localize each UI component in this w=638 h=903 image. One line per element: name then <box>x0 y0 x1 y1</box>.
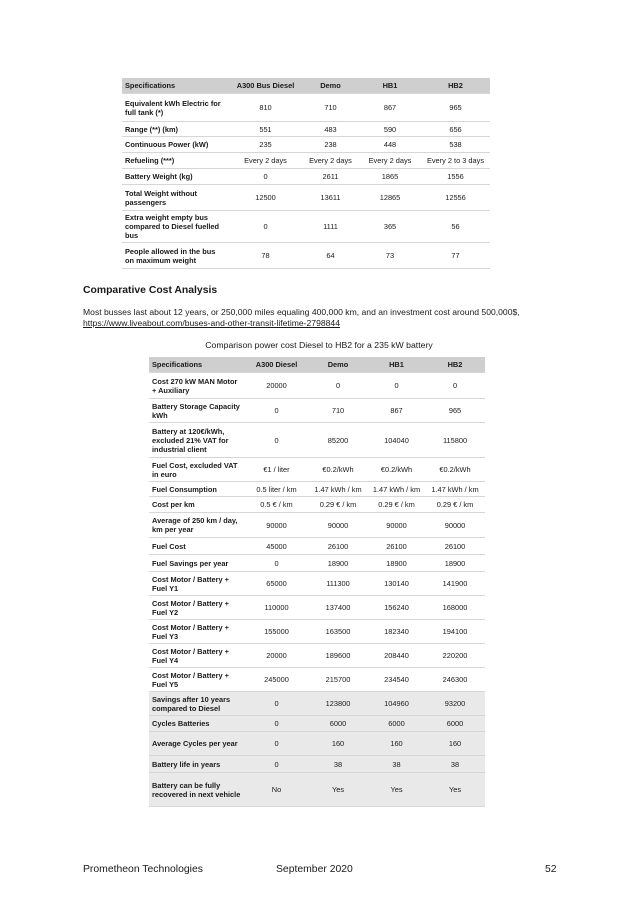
table-cell: 0 <box>245 555 308 572</box>
table-row <box>149 538 485 555</box>
table-cell: 0 <box>245 716 308 732</box>
section-paragraph <box>83 307 553 329</box>
table-cell: 0 <box>229 211 302 243</box>
table-cell: 26100 <box>368 538 425 555</box>
row-label: Cost Motor / Battery + Fuel Y1 <box>149 572 245 596</box>
table-cell: 45000 <box>245 538 308 555</box>
table-cell: 0.29 € / km <box>308 497 368 513</box>
table-row <box>149 668 485 692</box>
table-cell: 160 <box>368 732 425 756</box>
table-cell: 18900 <box>368 555 425 572</box>
table-cell: €0.2/kWh <box>368 458 425 482</box>
table-row <box>149 555 485 572</box>
table-cell: 234540 <box>368 668 425 692</box>
table-cell: 0 <box>308 373 368 399</box>
row-label: Fuel Consumption <box>149 482 245 497</box>
table-cell: 965 <box>421 94 490 122</box>
column-header: HB2 <box>421 78 490 94</box>
table-cell: 1.47 kWh / km <box>425 482 485 497</box>
table-cell: 110000 <box>245 596 308 620</box>
row-label: Fuel Cost <box>149 538 245 555</box>
table-row <box>149 596 485 620</box>
table-cell: 12865 <box>359 185 421 211</box>
table-cell: 1556 <box>421 169 490 185</box>
table-cell: 215700 <box>308 668 368 692</box>
table-cell: 590 <box>359 122 421 137</box>
table-row <box>149 716 485 732</box>
table-cell: 64 <box>302 243 359 269</box>
source-link[interactable]: https://www.liveabout.com/buses-and-other-transit-lifetime-2798844 <box>83 318 340 328</box>
table-cell: 0 <box>245 732 308 756</box>
column-header: Specifications <box>149 357 245 373</box>
row-label: Extra weight empty bus compared to Diesel fuelled bus <box>122 211 229 243</box>
table-cell: 365 <box>359 211 421 243</box>
row-label: Battery life in years <box>149 756 245 773</box>
row-label: Fuel Cost, excluded VAT in euro <box>149 458 245 482</box>
table-cell: 20000 <box>245 373 308 399</box>
table-row <box>122 211 490 243</box>
table-cell: 867 <box>359 94 421 122</box>
table-cell: 0 <box>245 399 308 423</box>
table-cell: 163500 <box>308 620 368 644</box>
table-cell: 155000 <box>245 620 308 644</box>
table-row <box>122 243 490 269</box>
table-cell: 38 <box>425 756 485 773</box>
table-cell: No <box>245 773 308 807</box>
row-label: Refueling (***) <box>122 153 229 169</box>
table-cell: 1.47 kWh / km <box>368 482 425 497</box>
column-header: Demo <box>302 78 359 94</box>
row-label: Cost Motor / Battery + Fuel Y4 <box>149 644 245 668</box>
table-cell: 245000 <box>245 668 308 692</box>
table-cell: 111300 <box>308 572 368 596</box>
table-cell: 1.47 kWh / km <box>308 482 368 497</box>
section-heading: Comparative Cost Analysis <box>83 285 218 296</box>
table-cell: 710 <box>308 399 368 423</box>
table-cell: 56 <box>421 211 490 243</box>
table-cell: Yes <box>308 773 368 807</box>
table-row <box>149 773 485 807</box>
table-cell: 235 <box>229 137 302 153</box>
table-row <box>122 94 490 122</box>
table-header-row <box>149 357 485 373</box>
footer-date: September 2020 <box>276 864 353 875</box>
table-cell: 0.5 liter / km <box>245 482 308 497</box>
table-cell: 90000 <box>245 513 308 538</box>
row-label: Battery can be fully recovered in next vehicle <box>149 773 245 807</box>
column-header: HB2 <box>425 357 485 373</box>
table-row <box>149 423 485 458</box>
row-label: Average Cycles per year <box>149 732 245 756</box>
table-cell: Every 2 days <box>302 153 359 169</box>
table-cell: 38 <box>368 756 425 773</box>
table-cell: 160 <box>308 732 368 756</box>
table-cell: 104960 <box>368 692 425 716</box>
table-row <box>122 137 490 153</box>
row-label: Total Weight without passengers <box>122 185 229 211</box>
table-cell: 0 <box>245 692 308 716</box>
table-cell: 538 <box>421 137 490 153</box>
table-cell: 104040 <box>368 423 425 458</box>
table-row <box>149 482 485 497</box>
table-cell: 6000 <box>368 716 425 732</box>
column-header: Specifications <box>122 78 229 94</box>
table-cell: 0 <box>229 169 302 185</box>
row-label: Cost per km <box>149 497 245 513</box>
table-cell: 0.29 € / km <box>425 497 485 513</box>
row-label: Cost Motor / Battery + Fuel Y5 <box>149 668 245 692</box>
table-cell: 0.29 € / km <box>368 497 425 513</box>
row-label: Cycles Batteries <box>149 716 245 732</box>
table-cell: 123800 <box>308 692 368 716</box>
table-caption: Comparison power cost Diesel to HB2 for a 235 kW battery <box>205 340 433 350</box>
table-cell: 182340 <box>368 620 425 644</box>
table-cell: 26100 <box>425 538 485 555</box>
table-cell: Yes <box>368 773 425 807</box>
table-row <box>149 644 485 668</box>
table-cell: 238 <box>302 137 359 153</box>
table-row <box>149 692 485 716</box>
table-cell: Every 2 to 3 days <box>421 153 490 169</box>
column-header: HB1 <box>359 78 421 94</box>
table-cell: 810 <box>229 94 302 122</box>
table-row <box>122 153 490 169</box>
table-cell: 194100 <box>425 620 485 644</box>
table-cell: 0 <box>425 373 485 399</box>
column-header: Demo <box>308 357 368 373</box>
table-cell: 90000 <box>368 513 425 538</box>
table-cell: 18900 <box>308 555 368 572</box>
table-cell: 246300 <box>425 668 485 692</box>
table-cell: 168000 <box>425 596 485 620</box>
table-cell: 6000 <box>308 716 368 732</box>
table-row <box>149 513 485 538</box>
table-cell: 26100 <box>308 538 368 555</box>
column-header: A300 Bus Diesel <box>229 78 302 94</box>
table-header-row <box>122 78 490 94</box>
table-cell: 710 <box>302 94 359 122</box>
table-cell: 137400 <box>308 596 368 620</box>
row-label: Equivalent kWh Electric for full tank (*) <box>122 94 229 122</box>
table-cell: 78 <box>229 243 302 269</box>
table-cell: 208440 <box>368 644 425 668</box>
table-cell: 160 <box>425 732 485 756</box>
table-cell: €1 / liter <box>245 458 308 482</box>
row-label: Cost 270 kW MAN Motor + Auxiliary <box>149 373 245 399</box>
table-cell: 130140 <box>368 572 425 596</box>
row-label: Fuel Savings per year <box>149 555 245 572</box>
specifications-table <box>122 78 490 269</box>
table-row <box>149 756 485 773</box>
row-label: Battery Storage Capacity kWh <box>149 399 245 423</box>
table-cell: 1111 <box>302 211 359 243</box>
table-cell: 867 <box>368 399 425 423</box>
table-cell: 0 <box>245 756 308 773</box>
column-header: HB1 <box>368 357 425 373</box>
table-row <box>149 732 485 756</box>
table-cell: 483 <box>302 122 359 137</box>
table-cell: 0 <box>245 423 308 458</box>
table-cell: 12500 <box>229 185 302 211</box>
table-cell: 90000 <box>425 513 485 538</box>
table-cell: 73 <box>359 243 421 269</box>
paragraph-text: Most busses last about 12 years, or 250,000 miles equaling 400,000 km, and an investment cost around 500,000$, <box>83 307 520 317</box>
table-cell: 551 <box>229 122 302 137</box>
table-cell: 12556 <box>421 185 490 211</box>
table-cell: 38 <box>308 756 368 773</box>
cost-comparison-table <box>149 357 485 807</box>
table-cell: 2611 <box>302 169 359 185</box>
table-row <box>122 122 490 137</box>
row-label: Range (**) (km) <box>122 122 229 137</box>
row-label: Battery at 120€/kWh, excluded 21% VAT for industrial client <box>149 423 245 458</box>
table-row <box>149 620 485 644</box>
table-cell: 18900 <box>425 555 485 572</box>
table-cell: Yes <box>425 773 485 807</box>
table-cell: 141900 <box>425 572 485 596</box>
table-cell: 20000 <box>245 644 308 668</box>
row-label: Average of 250 km / day, km per year <box>149 513 245 538</box>
table-row <box>149 497 485 513</box>
table-cell: 0.5 € / km <box>245 497 308 513</box>
table-row <box>149 373 485 399</box>
table-row <box>122 185 490 211</box>
table-cell: 90000 <box>308 513 368 538</box>
table-cell: 656 <box>421 122 490 137</box>
table-row <box>149 458 485 482</box>
row-label: Savings after 10 years compared to Diesel <box>149 692 245 716</box>
table-cell: 93200 <box>425 692 485 716</box>
table-cell: 156240 <box>368 596 425 620</box>
table-row <box>149 399 485 423</box>
table-cell: 965 <box>425 399 485 423</box>
table-cell: Every 2 days <box>229 153 302 169</box>
table-cell: 77 <box>421 243 490 269</box>
table-cell: 6000 <box>425 716 485 732</box>
table-cell: €0.2/kWh <box>425 458 485 482</box>
table-cell: 115800 <box>425 423 485 458</box>
row-label: Cost Motor / Battery + Fuel Y2 <box>149 596 245 620</box>
row-label: Continuous Power (kW) <box>122 137 229 153</box>
table-row <box>122 169 490 185</box>
table-cell: 1865 <box>359 169 421 185</box>
table-cell: 448 <box>359 137 421 153</box>
table-cell: €0.2/kWh <box>308 458 368 482</box>
table-cell: 13611 <box>302 185 359 211</box>
column-header: A300 Diesel <box>245 357 308 373</box>
table-row <box>149 572 485 596</box>
table-cell: 189600 <box>308 644 368 668</box>
table-cell: Every 2 days <box>359 153 421 169</box>
table-cell: 220200 <box>425 644 485 668</box>
footer-company: Prometheon Technologies <box>83 864 203 875</box>
table-cell: 65000 <box>245 572 308 596</box>
row-label: Battery Weight (kg) <box>122 169 229 185</box>
table-cell: 0 <box>368 373 425 399</box>
table-cell: 85200 <box>308 423 368 458</box>
row-label: People allowed in the bus on maximum weight <box>122 243 229 269</box>
footer-page-number: 52 <box>545 864 557 875</box>
row-label: Cost Motor / Battery + Fuel Y3 <box>149 620 245 644</box>
